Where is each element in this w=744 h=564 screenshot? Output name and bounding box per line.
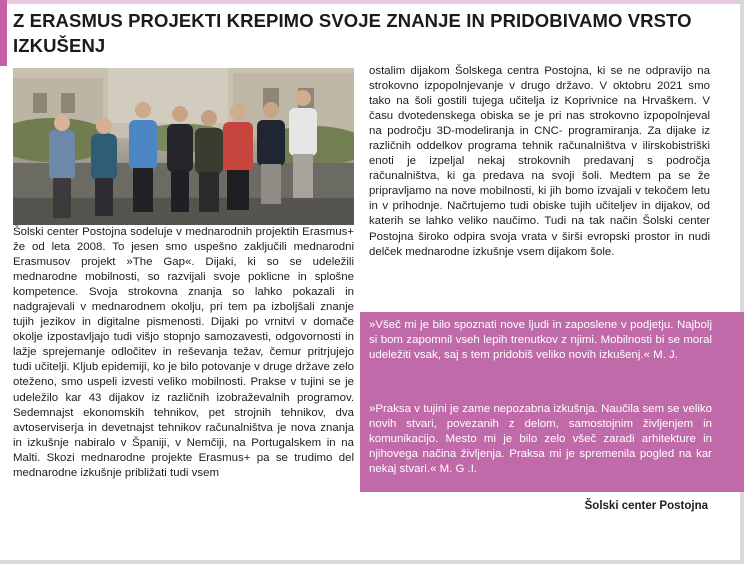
article-left-column [13,225,354,481]
student-quote-2: »Praksa v tujini je zame nepozabna izkušnja. Naučila sem se veliko novih stvari, povezanih z delom, samostojnim življenjem in komunikacijo. Mesto mi je bilo zelo všeč zaradi arhitekture in njihovega načina življenja. Praksa mi je spremenila pogled na kar nekaj stvari.« M. G .I. [369,403,712,476]
article-right-column [369,64,710,260]
group-photo-illustration [13,68,354,225]
article-left-text: Šolski center Postojna sodeluje v mednarodnih projektih Erasmus+ že od leta 2008. To jesen smo uspešno zaključili mednarodni Erasmusov projekt »The Gap«. Dijaki, ki so se udeležili mednarodne mobilnosti, so razvijali svoje poklicne in splošne kompetence. Svoja strokovna znanja so lahko pokazali in nadgrajevali v mednarodnem okolju, pri tem pa izboljšali znanje tujih jezikov in digitalne pismenosti. Dijaki po vrnitvi v domače okolje izpostavljajo tudi višjo stopnjo samozavesti, odgovornosti in lažje sprejemanje odločitev in reševanja težav, čemur pritrjujejo tudi učitelji. Kljub epidemiji, ko je bilo potovanje v druge države zelo oteženo, smo uspeli izvesti veliko mobilnosti. Prakse v tujini se je udeležilo kar 43 dijakov iz različnih izobraževalnih programov. Sedemnajst ekonomskih tehnikov, pet strojnih tehnikov, dva avtoserviserja in devetnajst tehnikov računalništva je nova znanja in izkušnje nabiralo v Španiji, v Nemčiji, na Portugalskem in na Malti. Skozi mednarodne projekte Erasmus+ pa se trudimo del mednarodne izkušnje približati tudi vsem [13,226,354,479]
student-quote-1: »Všeč mi je bilo spoznati nove ljudi in zaposlene v podjetju. Najbolj si bom zapomnil vseh lepih trenutkov z njimi. Mobilnosti bi se moral udeležiti vsak, saj s tem pridobiš veliko novih izkušenj.« M. J. [369,319,712,362]
article-right-text: ostalim dijakom Šolskega centra Postojna, ki se ne odpravijo na strokovno izpopolnjevanje v drugo državo. V oktobru 2021 smo tako na šoli gostili tujega učitelja iz Koprivnice na Hrvaškem. V času dvotedenskega obiska se je pri nas strokovno izpopolnjeval na področju 3D-modeliranja in CNC- programiranja. Za dijake iz različnih oddelkov programa tehnik računalništva v ilirskobistriški enoti je izpeljal nekaj strokovnih predavanj s področja računalništva, ki ga predava na svoji šoli. Medtem pa se že pripravljamo na nove mobilnosti, ki jih bomo izvajali v tekočem letu in v prihodnje. Načrtujemo tudi obiske tujih učiteljev in dijakov, od katerih se lahko veliko naučimo. Tudi na tak način Šolski center Postojna široko odpira svoja vrata v širši evropski prostor in nudi delček mednarodne izkušnje vsem dijakom šole. [369,65,710,258]
accent-bar [0,0,7,66]
article-title-line-2: IZKUŠENJ [13,35,106,56]
top-rule [0,0,740,4]
article-title-line-1: Z ERASMUS PROJEKTI KREPIMO SVOJE ZNANJE IN PRIDOBIVAMO VRSTO [13,10,692,31]
article-title [13,8,728,58]
group-photo [13,68,354,225]
article-signature: Šolski center Postojna [584,500,708,512]
